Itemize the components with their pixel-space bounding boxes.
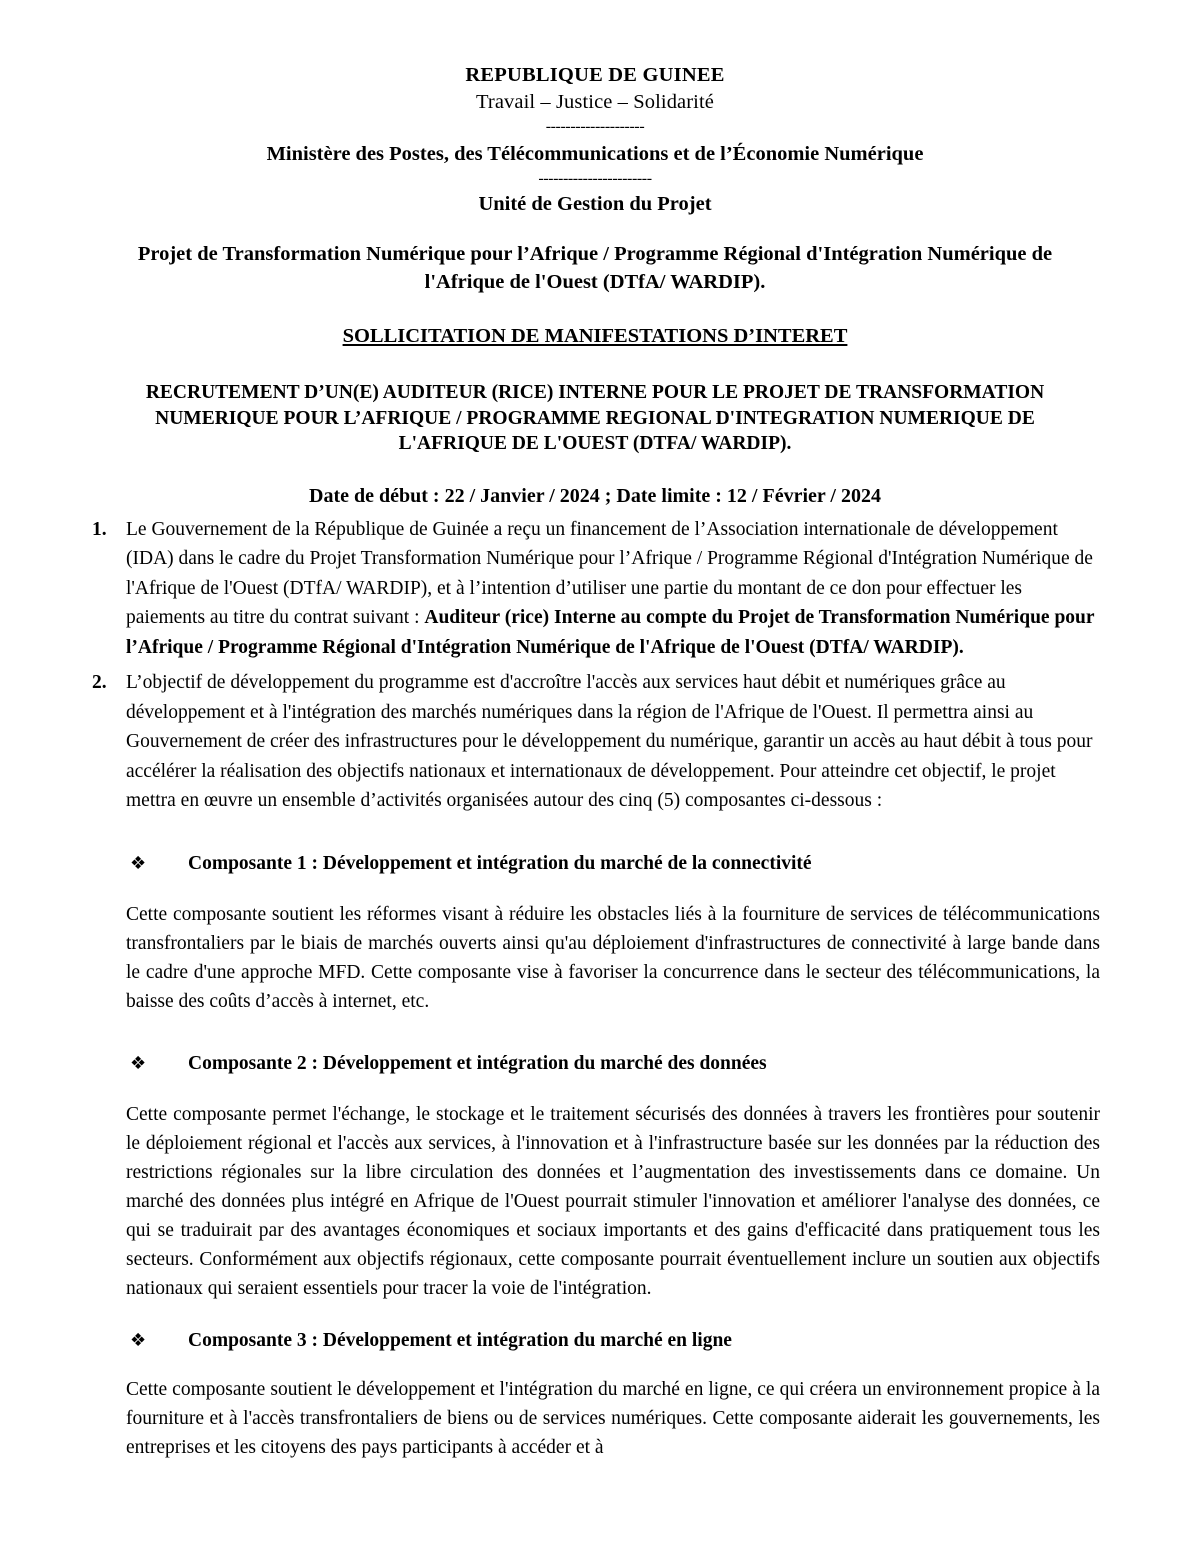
item-body-1: [126, 515, 1100, 663]
ministry-heading: Ministère des Postes, des Télécommunications et de l’Économie Numérique: [266, 143, 924, 165]
composante-1-heading-row: [90, 850, 1100, 878]
composante-2-body: Cette composante permet l'échange, le stockage et le traitement sécurisés des données à travers les frontières pour soutenir le déploiement régional et l'accès aux services, à l'innovation et à l'infrastructure basée sur les données par la réduction des restrictions régionales sur la libre circulation des données et l’augmentation des investissements dans ce domaine. Un marché des données plus intégré en Afrique de l'Ouest pourrait stimuler l'innovation et améliorer l'analyse des données, ce qui se traduirait par des avantages économiques et sociaux importants et des gains d'efficacité dans pratiquement tous les secteurs. Conformément aux objectifs régionaux, cette composante pourrait éventuellement inclure un soutien aux objectifs nationaux qui seraient essentiels pour tracer la voie de l'intégration.: [126, 1103, 1100, 1299]
item-body-2: [126, 668, 1100, 816]
diamond-bullet-icon: ❖: [130, 1052, 147, 1074]
composante-3-heading: Composante 3 : Développement et intégration du marché en ligne: [188, 1329, 732, 1351]
composante-1-heading: Composante 1 : Développement et intégration du marché de la connectivité: [188, 852, 812, 874]
dates-line: Date de début : 22 / Janvier / 2024 ; Date limite : 12 / Février / 2024: [309, 484, 881, 507]
project-unit-heading: Unité de Gestion du Projet: [478, 193, 712, 215]
national-motto: Travail – Justice – Solidarité: [476, 91, 714, 113]
composante-1-body: Cette composante soutient les réformes visant à réduire les obstacles liés à la fourniture de services de télécommunications transfrontaliers par le biais de marchés ouverts ainsi qu'au déploiement d'infrastructures de connectivité à large bande dans le cadre d'une approche MFD. Cette composante vise à favoriser la concurrence dans le secteur des télécommunications, la baisse des coûts d’accès à internet, etc.: [126, 903, 1100, 1012]
item-1-text-plain: Le Gouvernement de la République de Guinée a reçu un financement de l’Association internationale de développement (IDA) dans le cadre du Projet Transformation Numérique pour l’Afrique / Programme Régional d'Intégration Numérique de l'Afrique de l'Ouest (DTfA/ WARDIP), et à l’intention d’utiliser une partie du montant de ce don pour effectuer les paiements au titre du contrat suivant :: [126, 518, 1093, 628]
project-title: Projet de Transformation Numérique pour l’Afrique / Programme Régional d'Intégration Numérique de l'Afrique de l'Ouest (DTfA/ WARDIP).: [137, 243, 1053, 293]
composante-2-heading-row: [90, 1050, 1100, 1078]
diamond-bullet-icon: ❖: [130, 1329, 147, 1351]
item-number-2: 2.: [92, 672, 107, 693]
item-number-1: 1.: [92, 518, 107, 540]
recruitment-heading: RECRUTEMENT D’UN(E) AUDITEUR (RICE) INTERNE POUR LE PROJET DE TRANSFORMATION NUMERIQUE POUR L’AFRIQUE / PROGRAMME REGIONAL D'INTEGRATION NUMERIQUE DE L'AFRIQUE DE L'OUEST (DTFA/ WARDIP).: [145, 382, 1045, 454]
separator-rule-2: -----------------------: [538, 170, 652, 187]
solicitation-heading: SOLLICITATION DE MANIFESTATIONS D’INTERET: [342, 325, 848, 347]
diamond-bullet-icon: ❖: [130, 852, 147, 874]
composante-2-heading: Composante 2 : Développement et intégration du marché des données: [188, 1052, 767, 1074]
composante-3-heading-row: [90, 1327, 1100, 1355]
item-2-text-plain: L’objectif de développement du programme est d'accroître l'accès aux services haut débit et numériques grâce au développement et à l'intégration des marchés numériques dans la région de l'Afrique de l'Ouest. Il permettra ainsi au Gouvernement de créer des infrastructures pour le développement du numérique, garantir un accès au haut débit à tous pour accélérer la réalisation des objectifs nationaux et internationaux de développement. Pour atteindre cet objectif, le projet mettra en œuvre un ensemble d’activités organisées autour des cinq (5) composantes ci-dessous :: [126, 672, 1093, 811]
item-1-text-bold: Auditeur (rice) Interne au compte du Projet de Transformation Numérique pour l’Afrique / Programme Régional d'Intégration Numérique de l'Afrique de l'Ouest (DTfA/ WARDIP).: [126, 607, 1095, 658]
separator-rule-1: --------------------: [545, 118, 645, 135]
country-heading: REPUBLIQUE DE GUINEE: [465, 64, 725, 86]
numbered-item-2: [90, 668, 1100, 816]
composante-3-body: Cette composante soutient le développement et l'intégration du marché en ligne, ce qui créera un environnement propice à la fourniture et à l'accès transfrontaliers de biens ou de services numériques. Cette composante aiderait les gouvernements, les entreprises et les citoyens des pays participants à accéder et à: [126, 1378, 1100, 1458]
masthead: [90, 62, 1100, 218]
numbered-item-1: [90, 515, 1100, 663]
